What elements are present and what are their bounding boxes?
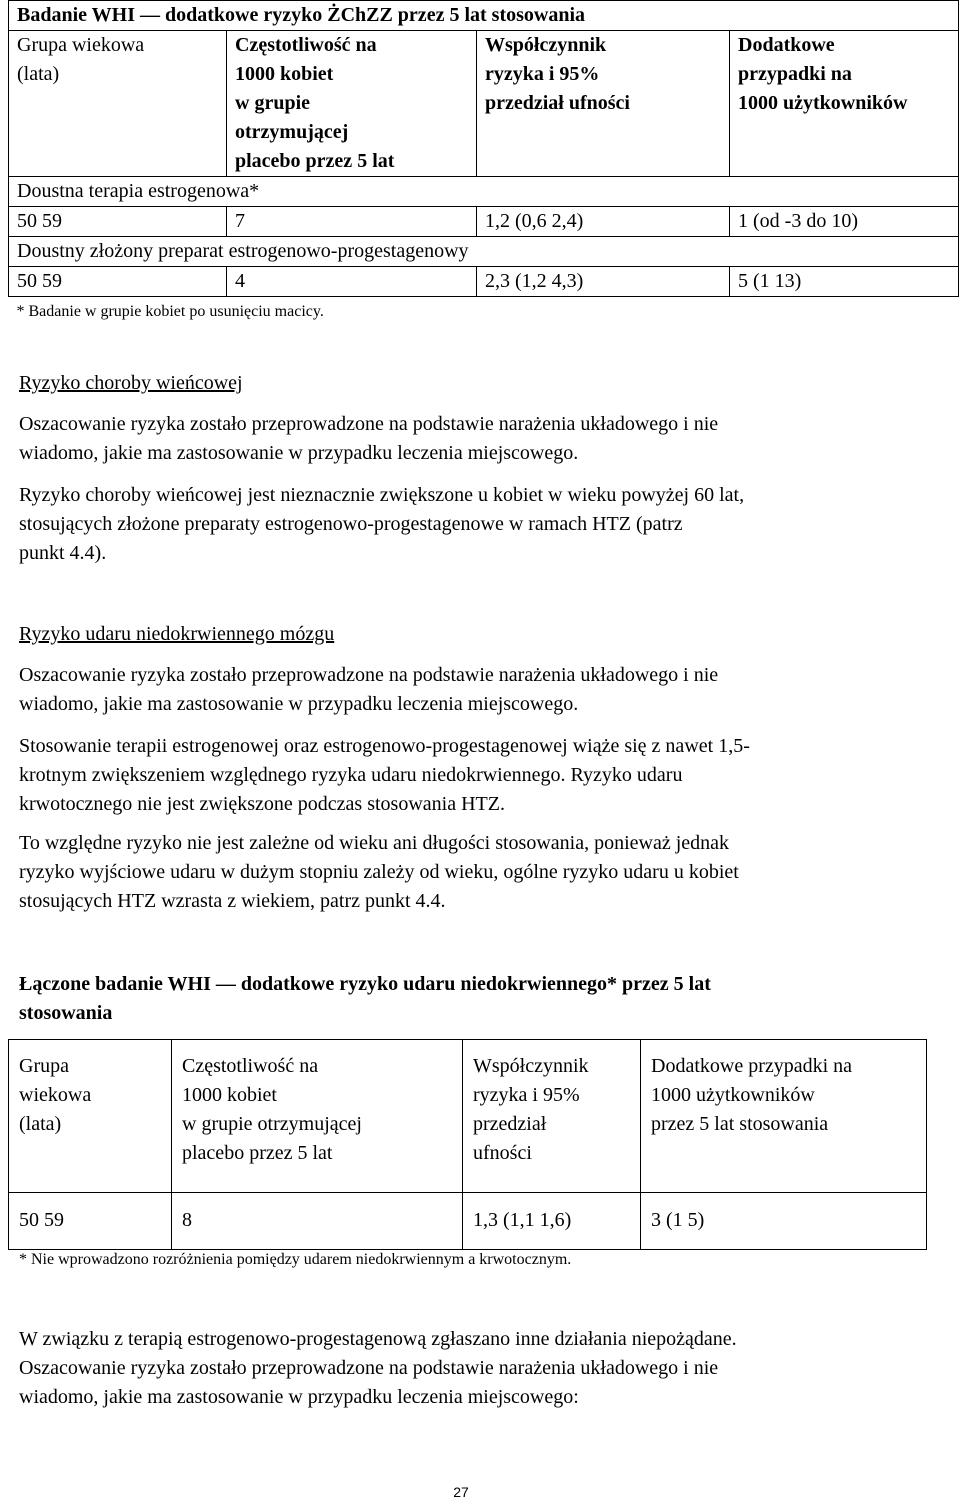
coronary-paragraph-2: Ryzyko choroby wieńcowej jest nieznacznie zwiększone u kobiet w wieku powyżej 60 lat, stosujących złożone preparaty estrogenowo-progestagenowe w ramach HTZ (patrz punkt 4.4). [19, 484, 745, 564]
cell-frequency: 7 [227, 207, 477, 237]
cell-frequency: 4 [227, 267, 477, 297]
cell-additional-cases: 5 (1 13) [730, 267, 959, 297]
closing-paragraph: W związku z terapią estrogenowo-progestagenową zgłaszano inne działania niepożądane. Oszacowanie ryzyka zostało przeprowadzone na podstawie narażenia układowego i nie wiadomo, jakie ma zastosowanie w przypadku leczenia miejscowego: [19, 1328, 737, 1408]
header-risk-ratio: Współczynnik ryzyka i 95% przedział ufności [463, 1040, 641, 1193]
table-row [9, 1193, 927, 1250]
header-age-group: Grupa wiekowa (lata) [9, 31, 227, 177]
header-age-group: Grupa wiekowa (lata) [9, 1040, 172, 1193]
header-additional-cases: Dodatkowe przypadki na 1000 użytkowników przez 5 lat stosowania [641, 1040, 927, 1193]
stroke-table-title: Łączone badanie WHI — dodatkowe ryzyko udaru niedokrwiennego* przez 5 lat stosowania [19, 973, 711, 1024]
cell-risk-ratio: 2,3 (1,2 4,3) [477, 267, 730, 297]
stroke-table-footnote: * Nie wprowadzono rozróżnienia pomiędzy udarem niedokrwiennym a krwotocznym. [19, 1251, 572, 1268]
vte-table-footnote: * Badanie w grupie kobiet po usunięciu macicy. [16, 303, 324, 320]
vte-table-title: Badanie WHI — dodatkowe ryzyko ŻChZZ przez 5 lat stosowania [9, 1, 959, 31]
stroke-heading: Ryzyko udaru niedokrwiennego mózgu [19, 623, 335, 645]
stroke-paragraph-1: Oszacowanie ryzyka zostało przeprowadzone na podstawie narażenia układowego i nie wiadomo, jakie ma zastosowanie w przypadku leczenia miejscowego. [19, 664, 719, 715]
section-label-estrogen: Doustna terapia estrogenowa* [9, 177, 959, 207]
coronary-heading: Ryzyko choroby wieńcowej [19, 372, 243, 394]
header-frequency: Częstotliwość na 1000 kobiet w grupie otrzymującej placebo przez 5 lat [227, 31, 477, 177]
stroke-paragraph-2: Stosowanie terapii estrogenowej oraz estrogenowo-progestagenowej wiąże się z nawet 1,5- krotnym zwiększeniem względnego ryzyka udaru niedokrwiennego. Ryzyko udaru krwotocznego nie jest zwiększone podczas stosowania HTZ. [19, 735, 750, 815]
cell-risk-ratio: 1,2 (0,6 2,4) [477, 207, 730, 237]
cell-additional-cases: 3 (1 5) [641, 1193, 927, 1250]
table-row [9, 267, 959, 297]
vte-risk-table [8, 0, 959, 324]
header-frequency: Częstotliwość na 1000 kobiet w grupie otrzymującej placebo przez 5 lat [172, 1040, 463, 1193]
cell-age: 50 59 [9, 267, 227, 297]
cell-age: 50 59 [9, 1193, 172, 1250]
cell-additional-cases: 1 (od -3 do 10) [730, 207, 959, 237]
section-label-combined: Doustny złożony preparat estrogenowo-progestagenowy [9, 237, 959, 267]
stroke-risk-table [8, 1039, 927, 1250]
stroke-paragraph-3: To względne ryzyko nie jest zależne od wieku ani długości stosowania, ponieważ jednak ryzyko wyjściowe udaru w dużym stopniu zależy od wieku, ogólne ryzyko udaru u kobiet stosujących HTZ wzrasta z wiekiem, patrz punkt 4.4. [19, 832, 739, 912]
header-risk-ratio: Współczynnik ryzyka i 95% przedział ufności [477, 31, 730, 177]
table-row [9, 207, 959, 237]
header-additional-cases: Dodatkowe przypadki na 1000 użytkowników [730, 31, 959, 177]
cell-risk-ratio: 1,3 (1,1 1,6) [463, 1193, 641, 1250]
cell-age: 50 59 [9, 207, 227, 237]
cell-frequency: 8 [172, 1193, 463, 1250]
page-number: 27 [453, 1484, 469, 1500]
coronary-paragraph-1: Oszacowanie ryzyka zostało przeprowadzone na podstawie narażenia układowego i nie wiadomo, jakie ma zastosowanie w przypadku leczenia miejscowego. [19, 413, 719, 464]
